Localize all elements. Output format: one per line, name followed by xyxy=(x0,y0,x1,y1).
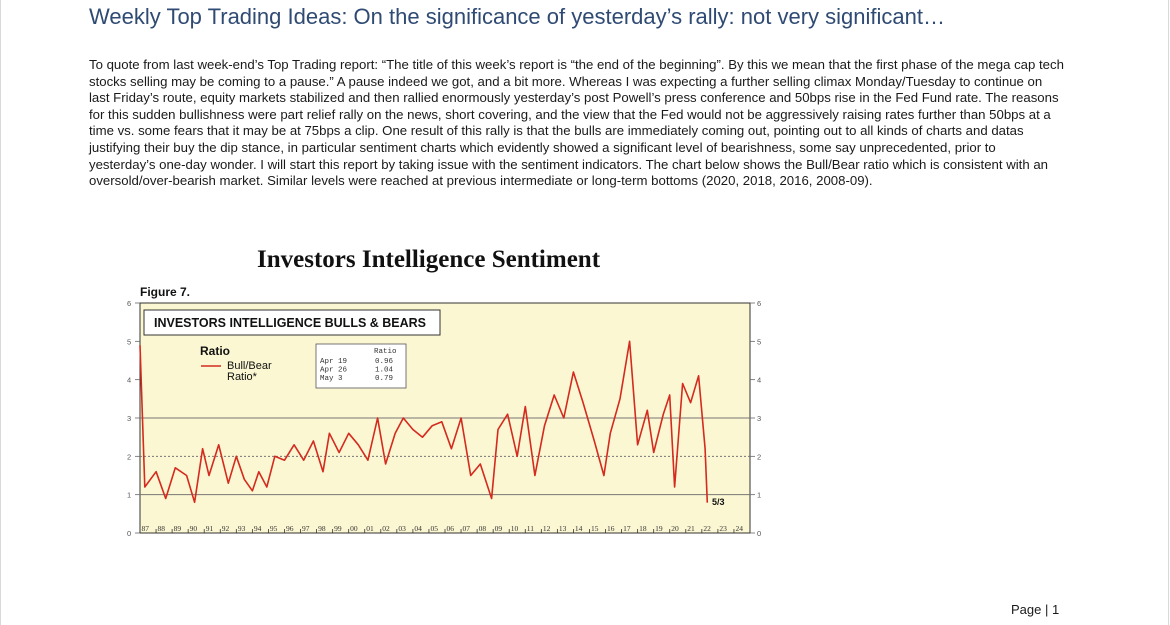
legend-heading: Ratio xyxy=(200,344,230,358)
x-tick-label: 97 xyxy=(302,524,310,533)
x-tick-label: 17 xyxy=(623,524,631,533)
recent-row-date: Apr 19 xyxy=(320,358,348,366)
x-tick-label: 09 xyxy=(494,524,503,533)
recent-row-value: 1.04 xyxy=(375,366,394,375)
x-tick-label: 01 xyxy=(366,524,374,533)
y-tick-label-left: 2 xyxy=(127,452,132,462)
x-tick-label: 12 xyxy=(542,524,551,533)
x-tick-label: 10 xyxy=(510,524,519,533)
x-tick-label: 14 xyxy=(574,524,583,533)
x-tick-label: 96 xyxy=(285,524,294,533)
page-number: Page | 1 xyxy=(1011,602,1060,617)
x-tick-label: 91 xyxy=(205,524,214,533)
page-title: Weekly Top Trading Ideas: On the significance of yesterday’s rally: not very significant… xyxy=(89,4,945,29)
y-tick-label-left: 3 xyxy=(127,414,132,423)
x-tick-label: 00 xyxy=(350,524,358,533)
x-tick-label: 11 xyxy=(526,524,534,533)
page-left-edge xyxy=(0,0,1,625)
x-tick-label: 05 xyxy=(430,524,438,533)
chart-title: INVESTORS INTELLIGENCE BULLS & BEARS xyxy=(154,316,427,330)
x-tick-label: 21 xyxy=(687,524,695,533)
x-tick-label: 93 xyxy=(237,524,246,533)
y-tick-label-left: 1 xyxy=(127,490,132,500)
x-tick-label: 89 xyxy=(173,524,182,533)
y-tick-label-left: 0 xyxy=(127,529,132,538)
y-tick-label-right: 4 xyxy=(757,375,762,385)
x-tick-label: 02 xyxy=(382,524,390,533)
x-tick-label: 04 xyxy=(414,524,422,533)
figure-label: Figure 7. xyxy=(140,285,191,299)
y-tick-label-right: 0 xyxy=(757,529,762,538)
y-tick-label-left: 6 xyxy=(127,299,132,308)
y-tick-label-left: 5 xyxy=(127,337,132,347)
x-tick-label: 95 xyxy=(269,524,278,533)
y-tick-label-right: 5 xyxy=(757,337,762,347)
x-tick-label: 94 xyxy=(253,524,262,533)
x-tick-label: 90 xyxy=(189,524,198,533)
x-tick-label: 16 xyxy=(607,524,615,533)
x-tick-label: 20 xyxy=(671,524,679,533)
x-tick-label: 08 xyxy=(478,524,487,533)
y-tick-label-right: 3 xyxy=(757,414,762,423)
x-tick-label: 06 xyxy=(446,524,454,533)
x-tick-label: 19 xyxy=(655,524,663,533)
y-tick-label-right: 1 xyxy=(757,490,762,500)
page-right-edge xyxy=(1168,0,1169,625)
x-tick-label: 92 xyxy=(221,524,230,533)
x-tick-label: 22 xyxy=(703,524,711,533)
x-tick-label: 87 xyxy=(141,524,149,533)
x-tick-label: 15 xyxy=(590,524,599,533)
chart-heading: Investors Intelligence Sentiment xyxy=(257,246,601,273)
x-tick-label: 13 xyxy=(558,524,567,533)
x-tick-label: 07 xyxy=(462,524,471,533)
last-value-annotation: 5/3 xyxy=(712,497,725,507)
recent-row-value: 0.96 xyxy=(375,358,394,366)
x-tick-label: 23 xyxy=(719,524,727,533)
body-paragraph: To quote from last week-end’s Top Trading report: “The title of this week’s report is “the end of the beginning”. By this we mean that the first phase of the mega cap tech stocks selling may be coming to a pause.” A pause indeed we got, and a bit more. Whereas I was expecting a further selling climax Monday/Tuesday to continue on last Friday’s route, equity markets stabilized and then rallied enormously yesterday’s post Powell’s press conference and 50bps rise in the Fed Fund rate. The reasons for this sudden bullishness were part relief rally on the news, short covering, and the view that the Fed would not be aggressively raising rates further than 50bps at a time vs. some fears that it may be at 75bps a clip. One result of this rally is that the bulls are immediately coming out, pointing out to all kinds of charts and datas justifying their buy the dip stance, in particular sentiment charts which evidently showed a significant level of bearishness, some say unprecedented, prior to yesterday’s one-day wonder. I will start this report by taking issue with the sentiment indicators. The chart below shows the Bull/Bear ratio which is consistent with an oversold/over-bearish market. Similar levels were reached at previous intermediate or long-term bottoms (2020, 2018, 2016, 2008-09). xyxy=(89,57,1064,189)
y-tick-label-right: 2 xyxy=(757,452,762,462)
recent-row-value: 0.79 xyxy=(375,375,394,383)
y-tick-label-right: 6 xyxy=(757,299,762,308)
x-tick-label: 18 xyxy=(639,524,647,533)
x-tick-label: 98 xyxy=(318,524,326,533)
recent-values-header: Ratio xyxy=(374,348,397,356)
sentiment-chart xyxy=(110,280,780,570)
recent-row-date: May 3 xyxy=(320,375,343,383)
legend-series-label: Bull/Bear Ratio* xyxy=(227,360,272,383)
x-tick-label: 88 xyxy=(157,524,166,533)
x-tick-label: 24 xyxy=(735,524,743,533)
y-tick-label-left: 4 xyxy=(127,375,132,385)
x-tick-label: 03 xyxy=(398,524,406,533)
recent-row-date: Apr 26 xyxy=(320,366,348,375)
x-tick-label: 99 xyxy=(334,524,342,533)
